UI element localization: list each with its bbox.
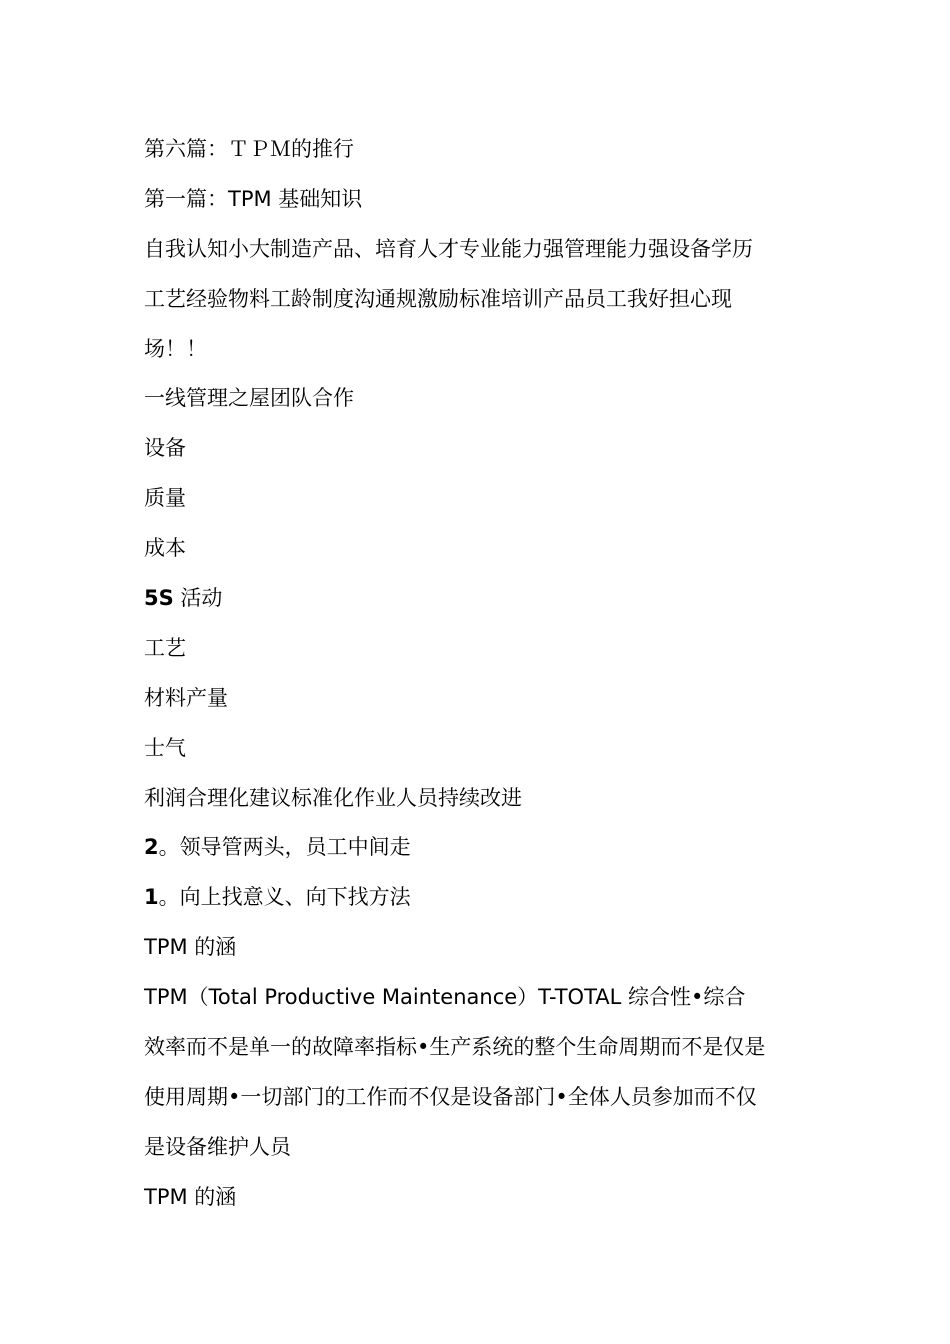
doc-line-text: 。向上找意义、向下找方法 — [158, 885, 411, 910]
doc-line — [144, 823, 824, 873]
doc-line-section-title: 第一篇：TPM 基础知识 — [144, 186, 363, 211]
doc-line: 工艺经验物料工龄制度沟通规激励标准培训产品员工我好担心现 — [144, 286, 732, 311]
doc-line: 设备 — [144, 436, 186, 461]
doc-line-prefix: 1 — [144, 885, 159, 910]
doc-line: TPM（Total Productive Maintenance）T-TOTAL 综合性•综合 — [144, 985, 746, 1010]
doc-line: 利润合理化建议标准化作业人员持续改进 — [144, 785, 522, 810]
doc-line: 场！！ — [144, 336, 207, 361]
doc-line-chapter-title: 第六篇：ＴＰＭ的推行 — [144, 137, 354, 161]
doc-line: 成本 — [144, 536, 186, 561]
doc-line-text: 活动 — [173, 586, 223, 611]
document-body — [144, 125, 824, 1223]
doc-line: 一线管理之屋团队合作 — [144, 386, 354, 411]
doc-line: 使用周期•一切部门的工作而不仅是设备部门•全体人员参加而不仅 — [144, 1084, 757, 1109]
doc-line-prefix: 2 — [144, 835, 159, 860]
doc-line — [144, 873, 824, 923]
doc-line-heading: TPM 的涵 — [144, 935, 237, 960]
doc-line: 材料产量 — [144, 685, 228, 710]
doc-line-prefix: 5S — [144, 586, 174, 611]
doc-line: 质量 — [144, 486, 186, 511]
doc-line: 效率而不是单一的故障率指标•生产系统的整个生命周期而不是仅是 — [144, 1035, 766, 1060]
doc-line: 自我认知小大制造产品、培育人才专业能力强管理能力强设备学历 — [144, 236, 753, 261]
doc-line — [144, 574, 824, 624]
doc-line: 士气 — [144, 735, 186, 760]
doc-line: 工艺 — [144, 635, 186, 660]
doc-line-text: 。领导管两头，员工中间走 — [158, 835, 411, 860]
doc-line-heading: TPM 的涵 — [144, 1184, 237, 1209]
doc-line: 是设备维护人员 — [144, 1134, 291, 1159]
